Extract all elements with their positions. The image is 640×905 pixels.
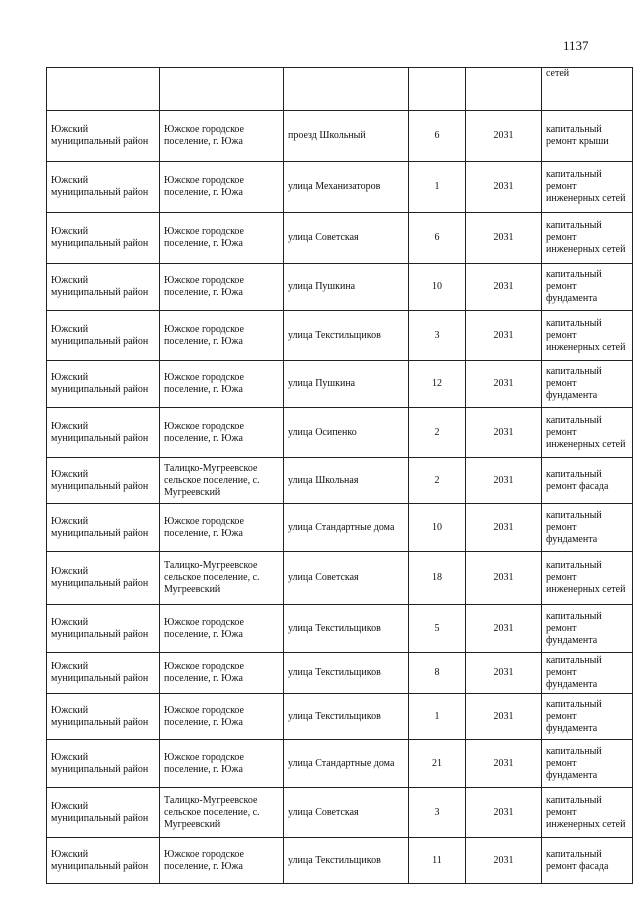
work-type-cell: капитальный ремонт фундамента	[542, 694, 633, 740]
house-number-cell: 3	[409, 311, 466, 361]
work-type-cell: капитальный ремонт инженерных сетей	[542, 162, 633, 213]
table-row	[47, 361, 633, 408]
table-row	[47, 740, 633, 788]
house-number-cell: 2	[409, 458, 466, 504]
settlement-cell: Южское городское поселение, г. Южа	[160, 740, 284, 788]
work-type-cell: капитальный ремонт фундамента	[542, 264, 633, 311]
district-cell: Южский муниципальный район	[47, 788, 160, 838]
settlement-cell	[160, 68, 284, 111]
house-number-cell: 6	[409, 111, 466, 162]
year-cell: 2031	[466, 838, 542, 884]
table-row	[47, 264, 633, 311]
district-cell: Южский муниципальный район	[47, 653, 160, 694]
year-cell: 2031	[466, 111, 542, 162]
street-cell: улица Механизаторов	[284, 162, 409, 213]
table-row	[47, 694, 633, 740]
house-number-cell: 5	[409, 605, 466, 653]
table-row	[47, 838, 633, 884]
district-cell: Южский муниципальный район	[47, 694, 160, 740]
table-row	[47, 458, 633, 504]
house-number-cell: 1	[409, 694, 466, 740]
year-cell: 2031	[466, 552, 542, 605]
work-type-cell: капитальный ремонт инженерных сетей	[542, 552, 633, 605]
district-cell: Южский муниципальный район	[47, 213, 160, 264]
street-cell: улица Школьная	[284, 458, 409, 504]
settlement-cell: Южское городское поселение, г. Южа	[160, 605, 284, 653]
district-cell: Южский муниципальный район	[47, 311, 160, 361]
table-row	[47, 213, 633, 264]
house-number-cell: 12	[409, 361, 466, 408]
street-cell: улица Текстильщиков	[284, 694, 409, 740]
district-cell: Южский муниципальный район	[47, 740, 160, 788]
house-number-cell: 10	[409, 504, 466, 552]
table-row-continued	[47, 68, 633, 111]
street-cell: улица Советская	[284, 788, 409, 838]
work-type-cell: сетей	[542, 68, 633, 111]
settlement-cell: Южское городское поселение, г. Южа	[160, 264, 284, 311]
street-cell: улица Пушкина	[284, 361, 409, 408]
settlement-cell: Южское городское поселение, г. Южа	[160, 653, 284, 694]
work-type-cell: капитальный ремонт фундамента	[542, 605, 633, 653]
house-number-cell: 3	[409, 788, 466, 838]
district-cell: Южский муниципальный район	[47, 408, 160, 458]
street-cell: улица Пушкина	[284, 264, 409, 311]
district-cell: Южский муниципальный район	[47, 458, 160, 504]
work-type-cell: капитальный ремонт фундамента	[542, 740, 633, 788]
table-body	[47, 68, 633, 884]
street-cell: улица Осипенко	[284, 408, 409, 458]
repair-schedule-table	[46, 67, 633, 884]
street-cell: улица Стандартные дома	[284, 504, 409, 552]
settlement-cell: Талицко-Мугреевское сельское поселение, с. Мугреевский	[160, 552, 284, 605]
year-cell: 2031	[466, 458, 542, 504]
district-cell: Южский муниципальный район	[47, 504, 160, 552]
district-cell: Южский муниципальный район	[47, 162, 160, 213]
work-type-cell: капитальный ремонт инженерных сетей	[542, 311, 633, 361]
house-number-cell: 18	[409, 552, 466, 605]
settlement-cell: Южское городское поселение, г. Южа	[160, 213, 284, 264]
work-type-cell: капитальный ремонт фундамента	[542, 504, 633, 552]
district-cell: Южский муниципальный район	[47, 111, 160, 162]
work-type-cell: капитальный ремонт фасада	[542, 458, 633, 504]
year-cell: 2031	[466, 408, 542, 458]
table-row	[47, 111, 633, 162]
table-row	[47, 311, 633, 361]
work-type-cell: капитальный ремонт крыши	[542, 111, 633, 162]
year-cell	[466, 68, 542, 111]
work-type-cell: капитальный ремонт инженерных сетей	[542, 408, 633, 458]
house-number-cell: 10	[409, 264, 466, 311]
year-cell: 2031	[466, 653, 542, 694]
settlement-cell: Южское городское поселение, г. Южа	[160, 361, 284, 408]
district-cell: Южский муниципальный район	[47, 838, 160, 884]
year-cell: 2031	[466, 504, 542, 552]
work-type-cell: капитальный ремонт инженерных сетей	[542, 213, 633, 264]
year-cell: 2031	[466, 605, 542, 653]
table-row	[47, 504, 633, 552]
district-cell: Южский муниципальный район	[47, 552, 160, 605]
settlement-cell: Южское городское поселение, г. Южа	[160, 162, 284, 213]
district-cell: Южский муниципальный район	[47, 361, 160, 408]
settlement-cell: Южское городское поселение, г. Южа	[160, 408, 284, 458]
settlement-cell: Южское городское поселение, г. Южа	[160, 111, 284, 162]
settlement-cell: Южское городское поселение, г. Южа	[160, 504, 284, 552]
street-cell: улица Советская	[284, 213, 409, 264]
year-cell: 2031	[466, 694, 542, 740]
settlement-cell: Южское городское поселение, г. Южа	[160, 311, 284, 361]
year-cell: 2031	[466, 213, 542, 264]
house-number-cell: 2	[409, 408, 466, 458]
street-cell: улица Текстильщиков	[284, 605, 409, 653]
house-number-cell: 6	[409, 213, 466, 264]
page-number: 1137	[563, 38, 589, 53]
year-cell: 2031	[466, 740, 542, 788]
table-row	[47, 653, 633, 694]
table-row	[47, 552, 633, 605]
district-cell: Южский муниципальный район	[47, 264, 160, 311]
work-type-cell: капитальный ремонт инженерных сетей	[542, 788, 633, 838]
year-cell: 2031	[466, 311, 542, 361]
street-cell: улица Текстильщиков	[284, 311, 409, 361]
street-cell: проезд Школьный	[284, 111, 409, 162]
house-number-cell: 8	[409, 653, 466, 694]
district-cell	[47, 68, 160, 111]
table-row	[47, 788, 633, 838]
table-row	[47, 605, 633, 653]
street-cell	[284, 68, 409, 111]
street-cell: улица Стандартные дома	[284, 740, 409, 788]
street-cell: улица Советская	[284, 552, 409, 605]
street-cell: улица Текстильщиков	[284, 838, 409, 884]
work-type-cell: капитальный ремонт фундамента	[542, 653, 633, 694]
year-cell: 2031	[466, 788, 542, 838]
work-type-cell: капитальный ремонт фундамента	[542, 361, 633, 408]
house-number-cell: 11	[409, 838, 466, 884]
year-cell: 2031	[466, 264, 542, 311]
settlement-cell: Южское городское поселение, г. Южа	[160, 694, 284, 740]
street-cell: улица Текстильщиков	[284, 653, 409, 694]
year-cell: 2031	[466, 361, 542, 408]
settlement-cell: Южское городское поселение, г. Южа	[160, 838, 284, 884]
year-cell: 2031	[466, 162, 542, 213]
table-row	[47, 408, 633, 458]
house-number-cell: 1	[409, 162, 466, 213]
house-number-cell: 21	[409, 740, 466, 788]
district-cell: Южский муниципальный район	[47, 605, 160, 653]
settlement-cell: Талицко-Мугреевское сельское поселение, с. Мугреевский	[160, 788, 284, 838]
work-type-cell: капитальный ремонт фасада	[542, 838, 633, 884]
settlement-cell: Талицко-Мугреевское сельское поселение, с. Мугреевский	[160, 458, 284, 504]
table-row	[47, 162, 633, 213]
house-number-cell	[409, 68, 466, 111]
